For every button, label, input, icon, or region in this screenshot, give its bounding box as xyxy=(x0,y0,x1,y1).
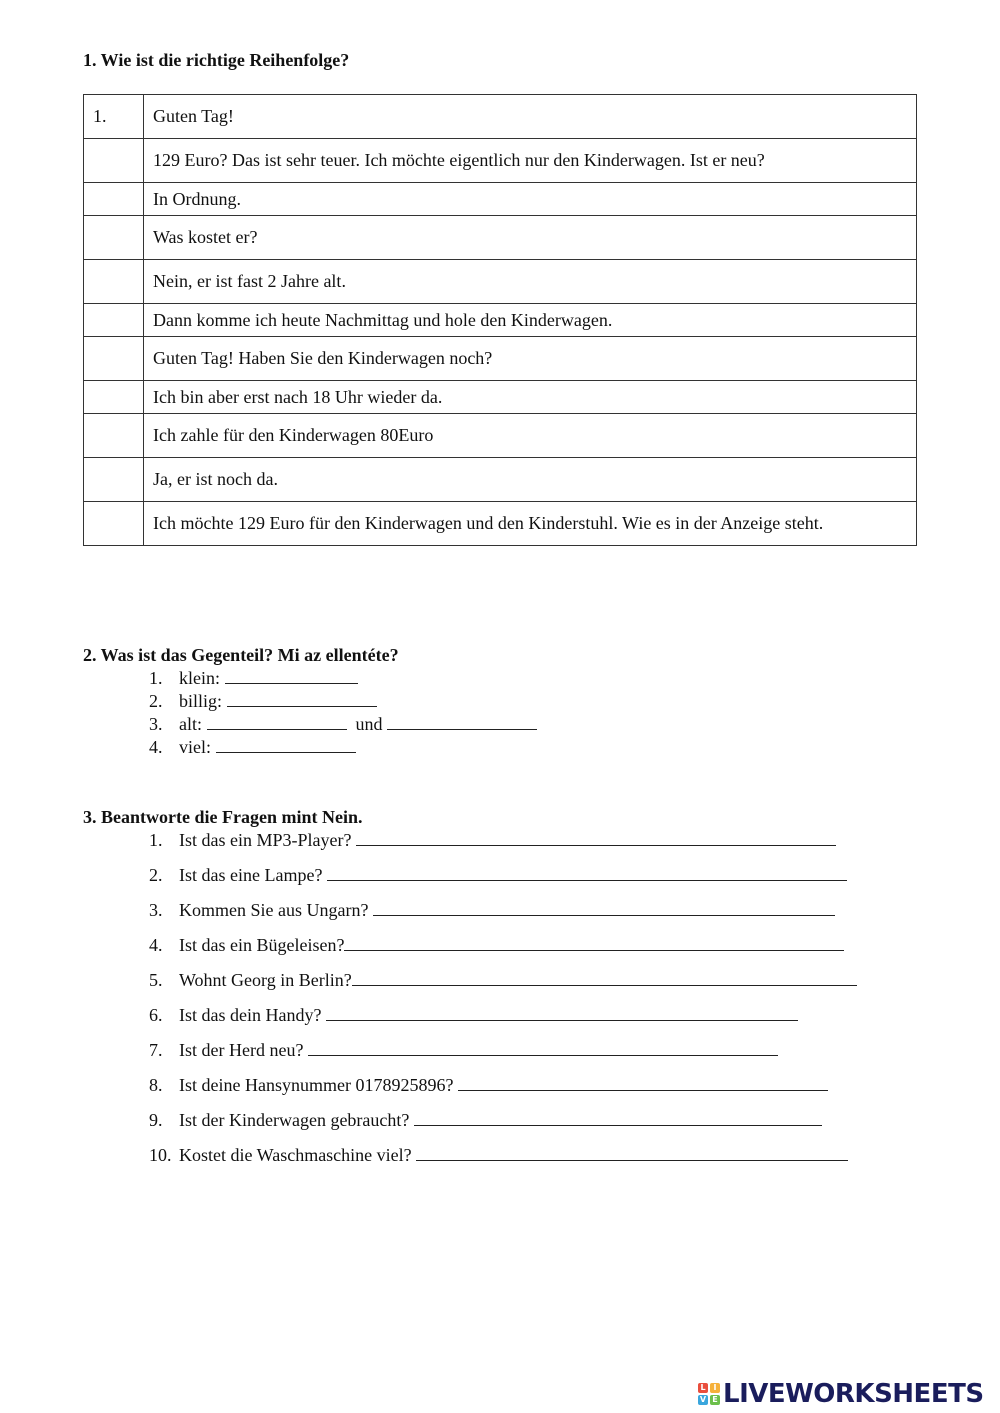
logo-mark-letter: E xyxy=(710,1395,720,1405)
item-number: 8. xyxy=(149,1075,163,1095)
row-text: Nein, er ist fast 2 Jahre alt. xyxy=(144,260,917,304)
row-text: 129 Euro? Das ist sehr teuer. Ich möchte eigentlich nur den Kinderwagen. Ist er neu? xyxy=(144,139,917,183)
row-number[interactable] xyxy=(84,502,144,546)
question-text: Ist das ein MP3-Player? xyxy=(179,830,352,850)
question-text: Ist das dein Handy? xyxy=(179,1005,322,1025)
logo-mark-letter: V xyxy=(699,1395,707,1404)
list-item xyxy=(149,935,844,956)
answer-blank[interactable] xyxy=(414,1111,822,1126)
question-text: Ist der Herd neu? xyxy=(179,1040,304,1060)
answer-blank[interactable] xyxy=(327,866,847,881)
row-number[interactable] xyxy=(84,414,144,458)
list-item xyxy=(149,830,836,851)
question-text: Ist das eine Lampe? xyxy=(179,865,323,885)
answer-blank[interactable] xyxy=(216,738,356,753)
answer-blank[interactable] xyxy=(458,1076,828,1091)
order-table xyxy=(83,94,917,546)
list-item xyxy=(149,714,537,735)
item-label: klein: xyxy=(179,668,220,688)
question-text: Kommen Sie aus Ungarn? xyxy=(179,900,369,920)
logo-mark-letter: L xyxy=(698,1383,708,1393)
row-text: Ich bin aber erst nach 18 Uhr wieder da. xyxy=(144,381,917,414)
item-number: 5. xyxy=(149,970,163,990)
answer-blank[interactable] xyxy=(416,1146,848,1161)
section2-title: 2. Was ist das Gegenteil? Mi az ellentéte? xyxy=(83,645,399,665)
item-label: viel: xyxy=(179,737,211,757)
item-number: 6. xyxy=(149,1005,163,1025)
row-text: Was kostet er? xyxy=(144,216,917,260)
table-row xyxy=(84,139,917,183)
item-number: 4. xyxy=(149,935,163,955)
list-item xyxy=(149,668,358,689)
logo-text: LIVEWORKSHEETS xyxy=(723,1379,984,1409)
section3-title: 3. Beantworte die Fragen mint Nein. xyxy=(83,807,363,827)
answer-blank[interactable] xyxy=(356,831,836,846)
answer-blank[interactable] xyxy=(227,692,377,707)
table-row xyxy=(84,458,917,502)
list-item xyxy=(149,970,857,991)
row-number[interactable] xyxy=(84,139,144,183)
answer-blank[interactable] xyxy=(387,715,537,730)
row-text: Guten Tag! Haben Sie den Kinderwagen noch? xyxy=(144,337,917,381)
item-label: alt: xyxy=(179,714,202,734)
answer-blank[interactable] xyxy=(344,936,844,951)
question-text: Ist das ein Bügeleisen? xyxy=(179,935,345,955)
item-number: 7. xyxy=(149,1040,163,1060)
logo-mark-letter: I xyxy=(710,1383,720,1393)
item-number: 10. xyxy=(149,1145,172,1165)
connector-word: und xyxy=(355,714,383,734)
table-row xyxy=(84,337,917,381)
answer-blank[interactable] xyxy=(326,1006,798,1021)
row-number[interactable] xyxy=(84,304,144,337)
item-number: 9. xyxy=(149,1110,163,1130)
row-text: Ich zahle für den Kinderwagen 80Euro xyxy=(144,414,917,458)
row-text: Ja, er ist noch da. xyxy=(144,458,917,502)
item-number: 3. xyxy=(149,714,163,734)
logo-mark-icon xyxy=(698,1383,720,1405)
row-number[interactable] xyxy=(84,183,144,216)
section1-title: 1. Wie ist die richtige Reihenfolge? xyxy=(83,50,350,70)
row-text: Ich möchte 129 Euro für den Kinderwagen und den Kinderstuhl. Wie es in der Anzeige steht. xyxy=(144,502,917,546)
table-row xyxy=(84,95,917,139)
table-row xyxy=(84,304,917,337)
answer-blank[interactable] xyxy=(225,669,358,684)
item-number: 2. xyxy=(149,865,163,885)
item-number: 1. xyxy=(149,668,163,688)
list-item xyxy=(149,1145,848,1166)
table-row xyxy=(84,260,917,304)
answer-blank[interactable] xyxy=(207,715,347,730)
question-text: Wohnt Georg in Berlin? xyxy=(179,970,352,990)
row-text: Guten Tag! xyxy=(144,95,917,139)
item-number: 1. xyxy=(149,830,163,850)
answer-blank[interactable] xyxy=(308,1041,778,1056)
row-text: Dann komme ich heute Nachmittag und hole den Kinderwagen. xyxy=(144,304,917,337)
table-row xyxy=(84,414,917,458)
row-number[interactable] xyxy=(84,260,144,304)
row-number[interactable] xyxy=(84,337,144,381)
row-number[interactable] xyxy=(84,381,144,414)
item-label: billig: xyxy=(179,691,223,711)
table-row xyxy=(84,502,917,546)
row-number[interactable] xyxy=(84,216,144,260)
question-text: Ist der Kinderwagen gebraucht? xyxy=(179,1110,410,1130)
answer-blank[interactable] xyxy=(352,971,857,986)
row-number[interactable]: 1. xyxy=(84,95,144,139)
list-item xyxy=(149,900,835,921)
list-item xyxy=(149,1110,822,1131)
item-number: 4. xyxy=(149,737,163,757)
table-row xyxy=(84,381,917,414)
answer-blank[interactable] xyxy=(373,901,835,916)
row-number[interactable] xyxy=(84,458,144,502)
item-number: 3. xyxy=(149,900,163,920)
list-item xyxy=(149,865,847,886)
row-text: In Ordnung. xyxy=(144,183,917,216)
table-row xyxy=(84,183,917,216)
item-number: 2. xyxy=(149,691,163,711)
table-row xyxy=(84,216,917,260)
list-item xyxy=(149,1040,778,1061)
list-item xyxy=(149,691,377,712)
question-text: Kostet die Waschmaschine viel? xyxy=(179,1145,412,1165)
question-text: Ist deine Hansynummer 0178925896? xyxy=(179,1075,454,1095)
list-item xyxy=(149,1005,798,1026)
list-item xyxy=(149,1075,828,1096)
liveworksheets-logo[interactable] xyxy=(698,1378,984,1410)
list-item xyxy=(149,737,356,758)
